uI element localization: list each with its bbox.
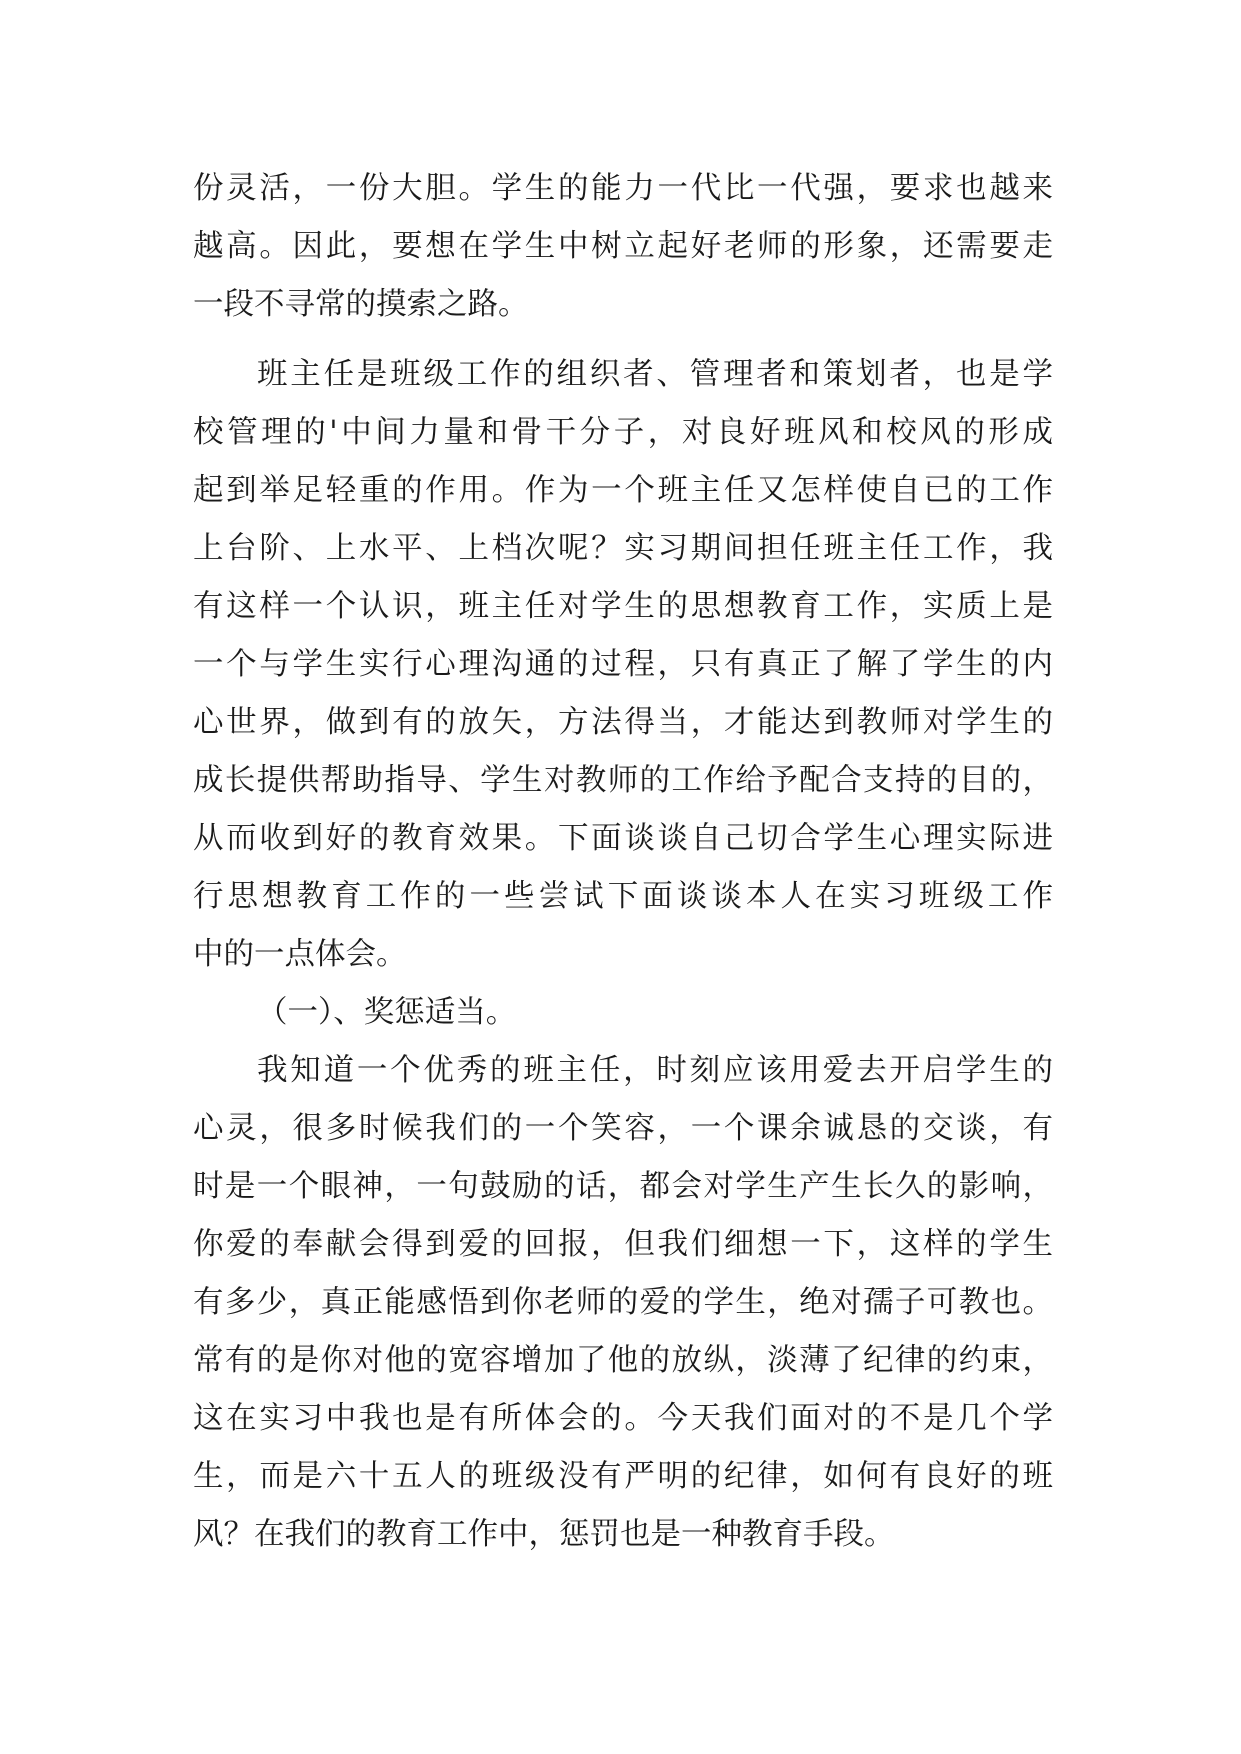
text-line: 常有的是你对他的宽容增加了他的放纵，淡薄了纪律的约束， [193,1343,1053,1378]
text-line: 成长提供帮助指导、学生对教师的工作给予配合支持的目的， [193,763,1053,798]
paragraph-2 [193,346,1053,984]
paragraph-4 [193,1042,1053,1564]
text-line: 这在实习中我也是有所体会的。今天我们面对的不是几个学 [193,1401,1053,1436]
section-heading-text: （一）、奖惩适当。 [257,995,517,1030]
text-line: 起到举足轻重的作用。作为一个班主任又怎样使自已的工作 [193,473,1053,508]
paragraph-1 [193,160,1053,334]
text-line: 有多少，真正能感悟到你老师的爱的学生，绝对孺子可教也。 [193,1285,1053,1320]
text-line: 有这样一个认识，班主任对学生的思想教育工作，实质上是 [193,589,1053,624]
text-line: 时是一个眼神，一句鼓励的话，都会对学生产生长久的影响， [193,1169,1053,1204]
text-line: 心灵，很多时候我们的一个笑容，一个课余诚恳的交谈，有 [193,1111,1053,1146]
text-line: 我知道一个优秀的班主任，时刻应该用爱去开启学生的 [257,1053,1053,1088]
paragraph-spacing [193,334,1053,346]
text-line: 行思想教育工作的一些尝试下面谈谈本人在实习班级工作 [193,879,1053,914]
text-line: 风？在我们的教育工作中，惩罚也是一种教育手段。 [193,1517,895,1552]
text-line: 校管理的'中间力量和骨干分子，对良好班风和校风的形成 [193,415,1053,450]
text-line: 生，而是六十五人的班级没有严明的纪律，如何有良好的班 [193,1459,1053,1494]
text-line: 从而收到好的教育效果。下面谈谈自己切合学生心理实际进 [193,821,1053,856]
section-heading [193,984,1053,1042]
text-line: 班主任是班级工作的组织者、管理者和策划者，也是学 [257,357,1053,392]
text-line: 你爱的奉献会得到爱的回报，但我们细想一下，这样的学生 [193,1227,1053,1262]
text-line: 中的一点体会。 [193,937,407,972]
document-body [193,160,1053,1564]
text-line: 一个与学生实行心理沟通的过程，只有真正了解了学生的内 [193,647,1053,682]
text-line: 一段不寻常的摸索之路。 [193,287,529,322]
text-line: 份灵活，一份大胆。学生的能力一代比一代强，要求也越来 [193,171,1053,206]
text-line: 越高。因此，要想在学生中树立起好老师的形象，还需要走 [193,229,1053,264]
text-line: 上台阶、上水平、上档次呢？实习期间担任班主任工作，我 [193,531,1053,566]
text-line: 心世界，做到有的放矢，方法得当，才能达到教师对学生的 [193,705,1053,740]
